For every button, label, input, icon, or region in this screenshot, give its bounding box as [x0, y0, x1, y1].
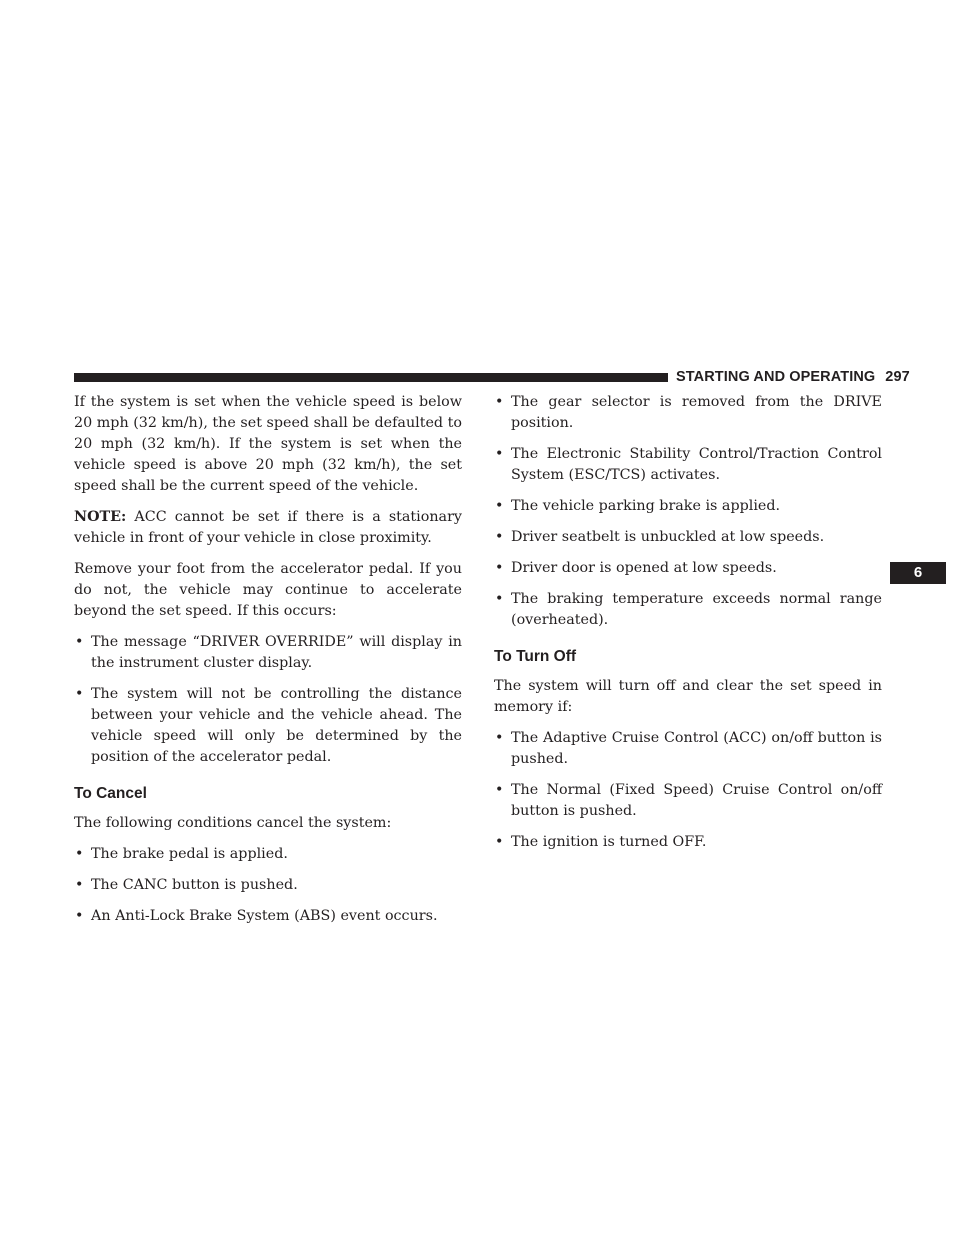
bullet-icon: •	[495, 560, 504, 576]
running-header	[676, 368, 910, 386]
list-item: • The system will not be controlling the distance between your vehicle and the vehicle ahead. The vehicle speed will only be determined by the position of the accelerator pedal.	[75, 686, 462, 765]
note-paragraph	[74, 507, 462, 549]
list-item: • The vehicle parking brake is applied.	[494, 496, 882, 517]
list-item: • The CANC button is pushed.	[74, 875, 462, 896]
bullet-icon: •	[495, 834, 504, 850]
bullet-icon: •	[75, 877, 84, 893]
cancel-list-continued	[494, 392, 882, 631]
list-item: • Driver seatbelt is unbuckled at low speeds.	[494, 527, 882, 548]
bullet-icon: •	[495, 446, 504, 462]
bullet-icon: •	[75, 686, 84, 702]
list-item: • Driver door is opened at low speeds.	[494, 558, 882, 579]
cancel-intro: The following conditions cancel the system:	[74, 815, 392, 831]
note-label: NOTE:	[74, 509, 127, 525]
bullet-icon: •	[75, 846, 84, 862]
bullet-icon: •	[75, 908, 84, 924]
bullet-icon: •	[495, 782, 504, 798]
cancel-list	[74, 844, 462, 927]
list-item: • The message “DRIVER OVERRIDE” will display in the instrument cluster display.	[75, 634, 462, 671]
override-list	[74, 632, 462, 768]
list-item: • The gear selector is removed from the DRIVE position.	[495, 394, 882, 431]
heading-to-cancel: To Cancel	[74, 785, 147, 802]
right-column	[494, 392, 882, 863]
chapter-tab: 6	[890, 562, 946, 584]
list-item: • The Electronic Stability Control/Traction Control System (ESC/TCS) activates.	[495, 446, 882, 483]
note-text: ACC cannot be set if there is a stationary vehicle in front of your vehicle in close proximity.	[74, 509, 462, 546]
list-item: • The Adaptive Cruise Control (ACC) on/off button is pushed.	[495, 730, 882, 767]
section-title: STARTING AND OPERATING	[676, 369, 876, 385]
turn-off-intro: The system will turn off and clear the set speed in memory if:	[494, 678, 882, 715]
header-rule	[74, 373, 668, 382]
bullet-icon: •	[495, 498, 504, 514]
bullet-icon: •	[495, 591, 504, 607]
page-number: 297	[885, 369, 910, 385]
turn-off-list	[494, 728, 882, 853]
bullet-icon: •	[495, 730, 504, 746]
left-column	[74, 392, 462, 937]
bullet-icon: •	[495, 394, 504, 410]
list-item: • An Anti-Lock Brake System (ABS) event occurs.	[74, 906, 462, 927]
list-item: • The brake pedal is applied.	[74, 844, 462, 865]
list-item: • The braking temperature exceeds normal range (overheated).	[495, 591, 882, 628]
heading-to-turn-off: To Turn Off	[494, 648, 577, 665]
list-item: • The ignition is turned OFF.	[494, 832, 882, 853]
list-item: • The Normal (Fixed Speed) Cruise Control on/off button is pushed.	[495, 782, 882, 819]
paragraph-set-speed: If the system is set when the vehicle speed is below 20 mph (32 km/h), the set speed shall be defaulted to 20 mph (32 km/h). If the system is set when the vehicle speed is above 20 mph (32 km/h), the set speed shall be the current speed of the vehicle.	[74, 394, 462, 494]
paragraph-override: Remove your foot from the accelerator pedal. If you do not, the vehicle may continue to accelerate beyond the set speed. If this occurs:	[74, 561, 462, 619]
bullet-icon: •	[495, 529, 504, 545]
bullet-icon: •	[75, 634, 84, 650]
